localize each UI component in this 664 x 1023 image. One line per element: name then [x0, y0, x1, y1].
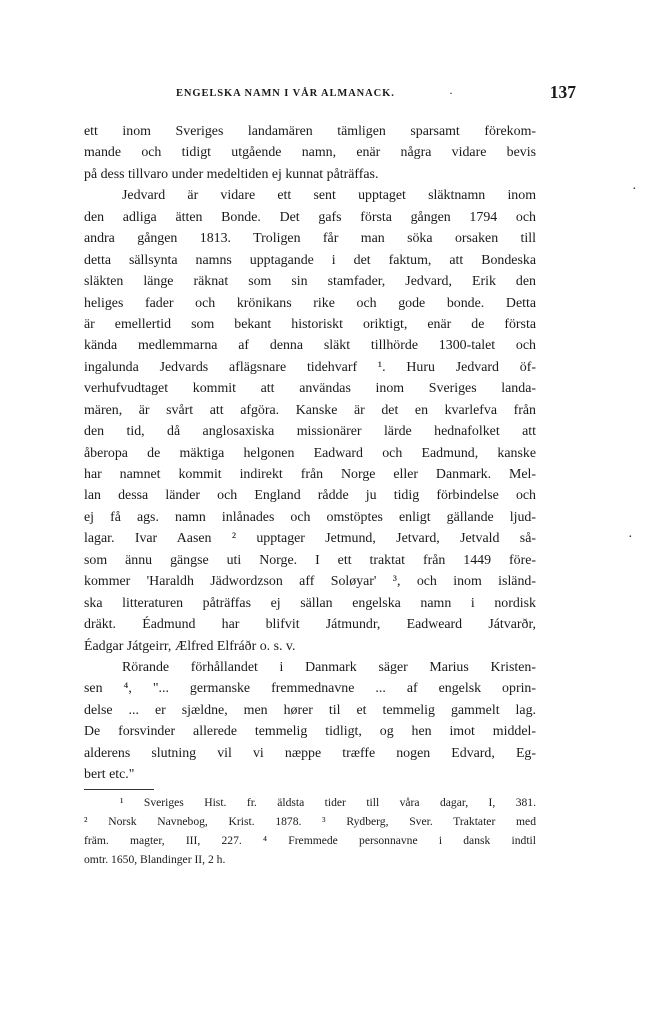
text-line: kommer 'Haraldh Jädwordzson aff Soløyar' ³, och inom isländ-: [84, 574, 536, 590]
text-line: heliges fader och krönikans rike och gode bonde. Detta: [84, 295, 536, 311]
text-line: Rörande förhållandet i Danmark säger Marius Kristen-: [122, 659, 536, 675]
text-line: den tid, då anglosaxiska missionärer lärde hednafolket att: [84, 424, 536, 440]
running-header: [84, 84, 580, 106]
page-number: 137: [549, 82, 576, 102]
text-line: som ännu gängse uti Norge. I ett traktat från 1449 före-: [84, 552, 536, 568]
text-line: ej få ags. namn inlånades och omstöptes enligt gällande ljud-: [84, 509, 536, 525]
footnote-line: ¹ Sveriges Hist. fr. äldsta tider till våra dagar, I, 381.: [120, 796, 536, 809]
text-line: Éadgar Játgeirr, Ælfred Elfráðr o. s. v.: [84, 638, 296, 654]
text-line: kända medlemmarna af denna släkt tillhörde 1300-talet och: [84, 338, 536, 354]
text-line: alderens slutning vil vi næppe træffe nogen Edvard, Eg-: [84, 745, 536, 761]
text-line: detta sällsynta namns upptagande i det faktum, att Bondeska: [84, 252, 536, 268]
text-line: ett inom Sveriges landamären tämligen sparsamt förekom-: [84, 124, 536, 139]
text-line: har namnet kommit indirekt från Norge eller Danmark. Mel-: [84, 467, 536, 482]
text-line: lan dessa länder och England rådde ju tidig förbindelse och: [84, 488, 536, 504]
text-line: på dess tillvaro under medeltiden ej kunnat påträffas.: [84, 166, 379, 182]
text-line: verhufvudtaget kommit att användas inom Sveriges landa-: [84, 381, 536, 397]
text-line: åberopa de mäktiga helgonen Eadward och Eadmund, kanske: [84, 445, 536, 461]
text-line: sen ⁴, "... germanske fremmednavne ... af engelsk oprin-: [84, 681, 536, 697]
footnote-line: omtr. 1650, Blandinger II, 2 h.: [84, 853, 226, 866]
footnotes: [84, 793, 536, 869]
header-dot: ·: [449, 86, 453, 100]
text-line: den adliga ätten Bonde. Det gafs första gången 1794 och: [84, 209, 536, 225]
text-line: ingalunda Jedvards aflägsnare tidehvarf ¹. Huru Jedvard öf-: [84, 359, 536, 375]
text-line: mären, är svårt att afgöra. Kanske är det en kvarlefva från: [84, 402, 536, 418]
text-line: lagar. Ivar Aasen ² upptager Jetmund, Jetvard, Jetvald så-: [84, 531, 536, 547]
text-line: är emellertid som bekant historiskt oriktigt, enär de första: [84, 316, 536, 332]
text-line: mande och tidigt utgående namn, enär några vidare bevis: [84, 145, 536, 161]
text-line: andra gången 1813. Troligen får man söka orsaken till: [84, 231, 536, 247]
text-line: släkten länge räknat som sin stamfader, Jedvard, Erik den: [84, 274, 536, 290]
body-text: [84, 121, 536, 786]
text-line: De forsvinder allerede temmelig tidligt, og hen imot middel-: [84, 724, 536, 740]
text-line: dräkt. Éadmund har blifvit Játmundr, Eadweard Játvarðr,: [84, 617, 536, 633]
footnote-line: ² Norsk Navnebog, Krist. 1878. ³ Rydberg, Sver. Traktater med: [84, 815, 536, 828]
running-title: ENGELSKA NAMN I VÅR ALMANACK.: [176, 88, 395, 99]
text-line: bert etc.": [84, 767, 135, 783]
footnote-line: främ. magter, III, 227. ⁴ Fremmede personnavne i dansk indtil: [84, 834, 536, 847]
footnote-rule: [84, 789, 154, 790]
text-line: ska litteraturen påträffas ej sällan engelska namn i nordisk: [84, 595, 536, 611]
text-line: delse ... er sjældne, men hører til et temmelig gammelt lag.: [84, 702, 536, 718]
margin-mark: ·: [632, 182, 637, 197]
text-line: Jedvard är vidare ett sent upptaget släktnamn inom: [122, 188, 536, 204]
margin-mark: ·: [628, 530, 633, 545]
